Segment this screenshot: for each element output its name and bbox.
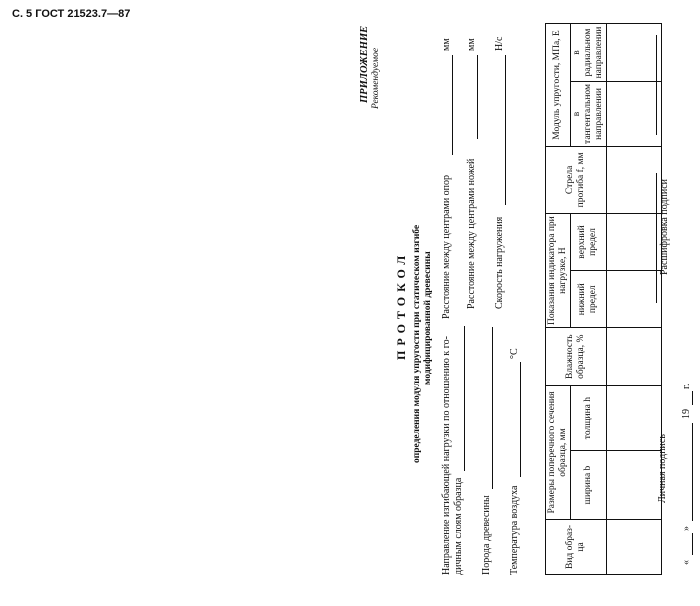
knife-distance-line [477, 55, 478, 139]
personal-signature-line [656, 173, 657, 303]
date-day-line [692, 533, 693, 555]
table-header-row-1 [546, 24, 571, 575]
protocol-title: ПРОТОКОЛ [394, 250, 408, 360]
col-radial: в радиальном направлении [570, 24, 606, 82]
col-tangential: в тангентальном направлении [570, 82, 606, 147]
col-thickness: толщина h [570, 386, 606, 451]
date-year-prefix: 19 [681, 409, 692, 419]
table-header-row-2 [570, 24, 606, 575]
load-direction-label-2: дичным слоям образца [453, 477, 464, 575]
col-indicator: Показания индикатора при нагрузке, H [546, 213, 571, 328]
date-month-line [692, 423, 693, 521]
col-specimen: Вид образ-ца [546, 519, 607, 574]
rotated-form [360, 15, 700, 575]
col-dimensions: Размеры поперечного сечения образца, мм [546, 386, 571, 520]
col-moisture: Влажность образца, % [546, 328, 607, 386]
col-lower: нижний предел [570, 271, 606, 328]
loading-speed-line [505, 55, 506, 205]
personal-signature-label: Личная подпись [657, 434, 668, 503]
protocol-subtitle-2: модифицированной древесины [423, 251, 433, 385]
knife-distance-label: Расстояние между центрами ножей [466, 158, 477, 309]
date-year-line [692, 391, 693, 405]
date-year-suffix: г. [681, 383, 692, 389]
protocol-subtitle-1: определения модуля упругости при статическом изгибе [412, 224, 422, 463]
loading-speed-label: Скорость нагружения [494, 216, 505, 309]
air-temp-unit: °С [509, 348, 520, 359]
page-header: С. 5 ГОСТ 21523.7—87 [12, 8, 131, 20]
load-direction-line [464, 326, 465, 471]
air-temp-line [520, 362, 521, 477]
appendix-label: ПРИЛОЖЕНИЕ [359, 25, 370, 103]
support-distance-line [452, 55, 453, 155]
results-table [545, 23, 662, 575]
signature-decode-label: Расшифровка подписи [659, 179, 670, 275]
col-deflection: Стрела прогиба f, мм [546, 146, 607, 213]
appendix-note: Рекомендуемое [371, 47, 381, 109]
loading-speed-unit: Н/с [494, 36, 505, 51]
col-modulus: Модуль упругости, МПа, E [546, 24, 571, 147]
signature-decode-line [656, 35, 657, 135]
knife-distance-unit: мм [466, 38, 477, 51]
load-direction-label: Направление изгибающей нагрузки по отношению к го- [441, 336, 452, 575]
species-line [492, 327, 493, 489]
species-label: Порода древесины [481, 495, 492, 575]
col-width: ширина b [570, 451, 606, 520]
col-upper: верхний предел [570, 213, 606, 270]
date-quote-close: » [681, 526, 692, 531]
table-row [606, 24, 661, 575]
date-quote-open: « [681, 560, 692, 565]
air-temp-label: Температура воздуха [509, 485, 520, 575]
support-distance-label: Расстояние между центрами опор [441, 174, 452, 319]
support-distance-unit: мм [441, 38, 452, 51]
